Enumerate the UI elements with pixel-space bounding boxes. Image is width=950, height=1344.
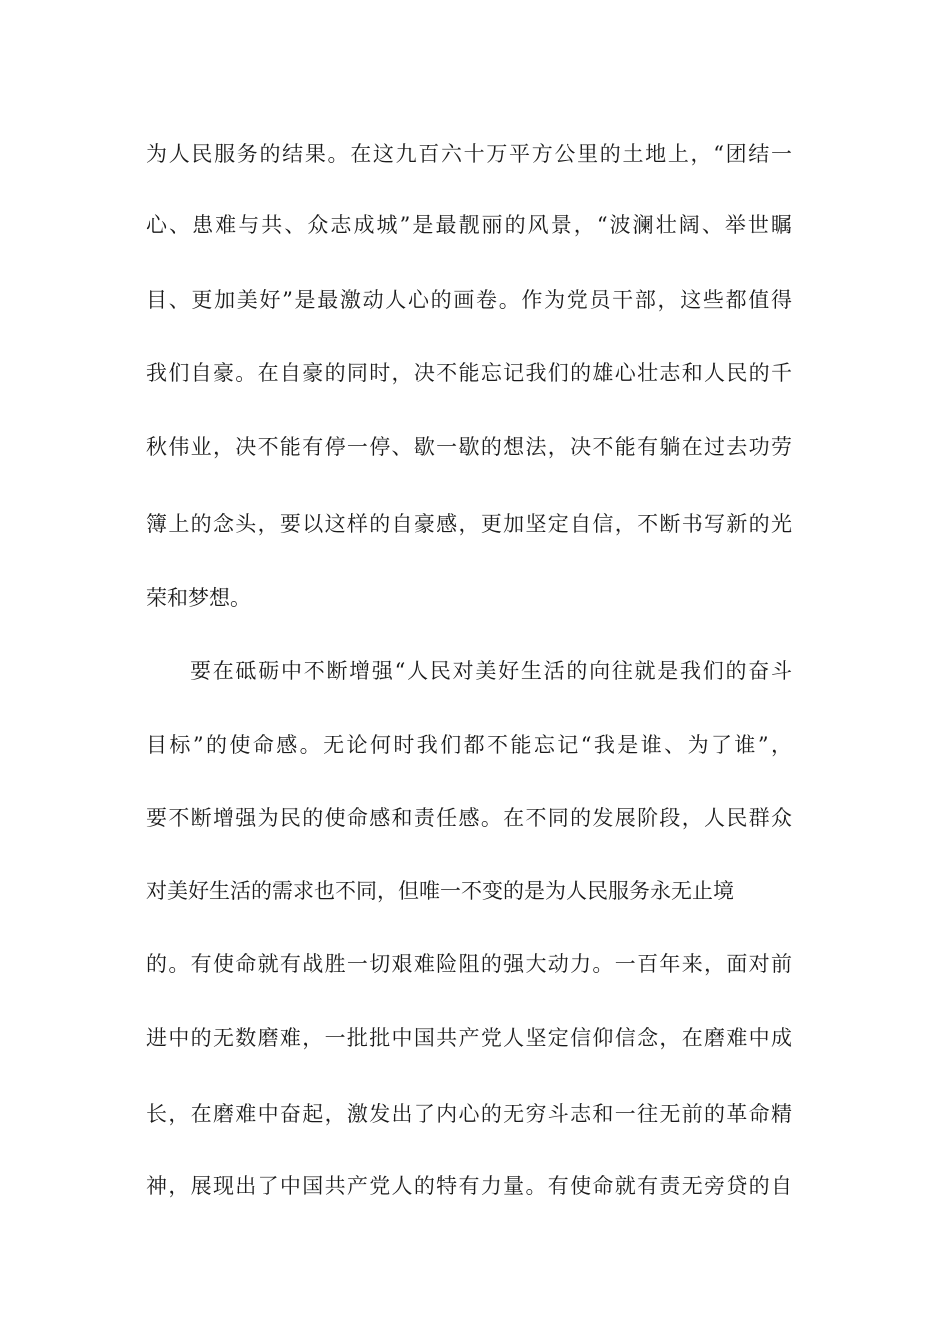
paragraph-line: 荣和梦想。 (146, 586, 251, 610)
paragraph-line: 长，在磨难中奋起，激发出了内心的无穷斗志和一往无前的革命精 (146, 1102, 792, 1126)
paragraph-line: 心、患难与共、众志成城”是最靓丽的风景，“波澜壮阔、举世瞩 (146, 213, 792, 237)
paragraph-line: 我们自豪。在自豪的同时，决不能忘记我们的雄心壮志和人民的千 (146, 361, 792, 385)
paragraph-line: 为人民服务的结果。在这九百六十万平方公里的土地上，“团结一 (146, 142, 792, 166)
paragraph-first-line: 要在砥砺中不断增强“人民对美好生活的向往就是我们的奋斗 (190, 659, 792, 683)
paragraph-line: 神，展现出了中国共产党人的特有力量。有使命就有责无旁贷的自 (146, 1174, 792, 1198)
paragraph-line: 要不断增强为民的使命感和责任感。在不同的发展阶段，人民群众 (146, 806, 792, 830)
paragraph-line: 目、更加美好”是最激动人心的画卷。作为党员干部，这些都值得 (146, 288, 792, 312)
paragraph-line: 簿上的念头，要以这样的自豪感，更加坚定自信，不断书写新的光 (146, 512, 792, 536)
paragraph-line: 对美好生活的需求也不同，但唯一不变的是为人民服务永无止境 (146, 879, 734, 903)
paragraph-line: 目标”的使命感。无论何时我们都不能忘记“我是谁、为了谁”， (146, 733, 792, 757)
paragraph-line: 进中的无数磨难，一批批中国共产党人坚定信仰信念，在磨难中成 (146, 1026, 792, 1050)
paragraph-line: 的。有使命就有战胜一切艰难险阻的强大动力。一百年来，面对前 (146, 952, 792, 976)
paragraph-line: 秋伟业，决不能有停一停、歇一歇的想法，决不能有躺在过去功劳 (146, 435, 792, 459)
